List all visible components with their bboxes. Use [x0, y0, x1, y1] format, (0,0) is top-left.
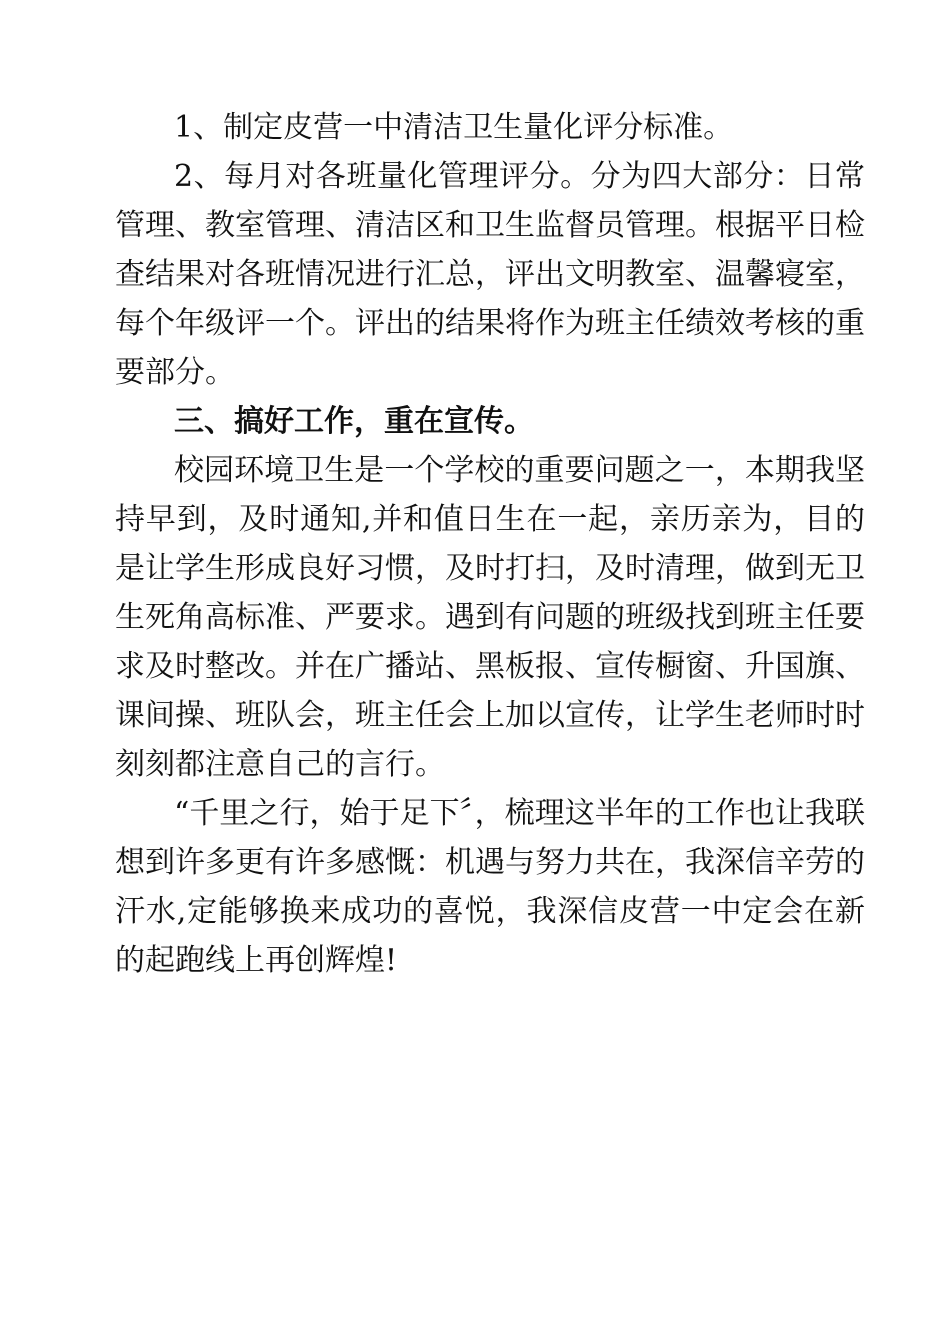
document-body: [115, 103, 865, 985]
paragraph-campus-hygiene: 校园环境卫生是一个学校的重要问题之一，本期我坚持早到，及时通知,并和值日生在一起，亲历亲为，目的是让学生形成良好习惯，及时打扫，及时清理，做到无卫生死角高标准、严要求。遇到有问题的班级找到班主任要求及时整改。并在广播站、黑板报、宣传橱窗、升国旗、课间操、班队会，班主任会上加以宣传，让学生老师时时刻刻都注意自己的言行。: [115, 453, 865, 782]
paragraph-conclusion: “千里之行，始于足下〞，梳理这半年的工作也让我联想到许多更有许多感慨：机遇与努力共在，我深信辛劳的汗水,定能够换来成功的喜悦，我深信皮营一中定会在新的起跑线上再创辉煌!: [115, 796, 865, 978]
paragraph-monthly-evaluation: 2、每月对各班量化管理评分。分为四大部分：日常管理、教室管理、清洁区和卫生监督员管理。根据平日检查结果对各班情况进行汇总，评出文明教室、温馨寝室，每个年级评一个。评出的结果将作为班主任绩效考核的重要部分。: [115, 159, 865, 390]
section-heading: 三、搞好工作，重在宣传。: [174, 404, 534, 439]
paragraph-standard: 1、制定皮营一中清洁卫生量化评分标准。: [174, 110, 734, 145]
